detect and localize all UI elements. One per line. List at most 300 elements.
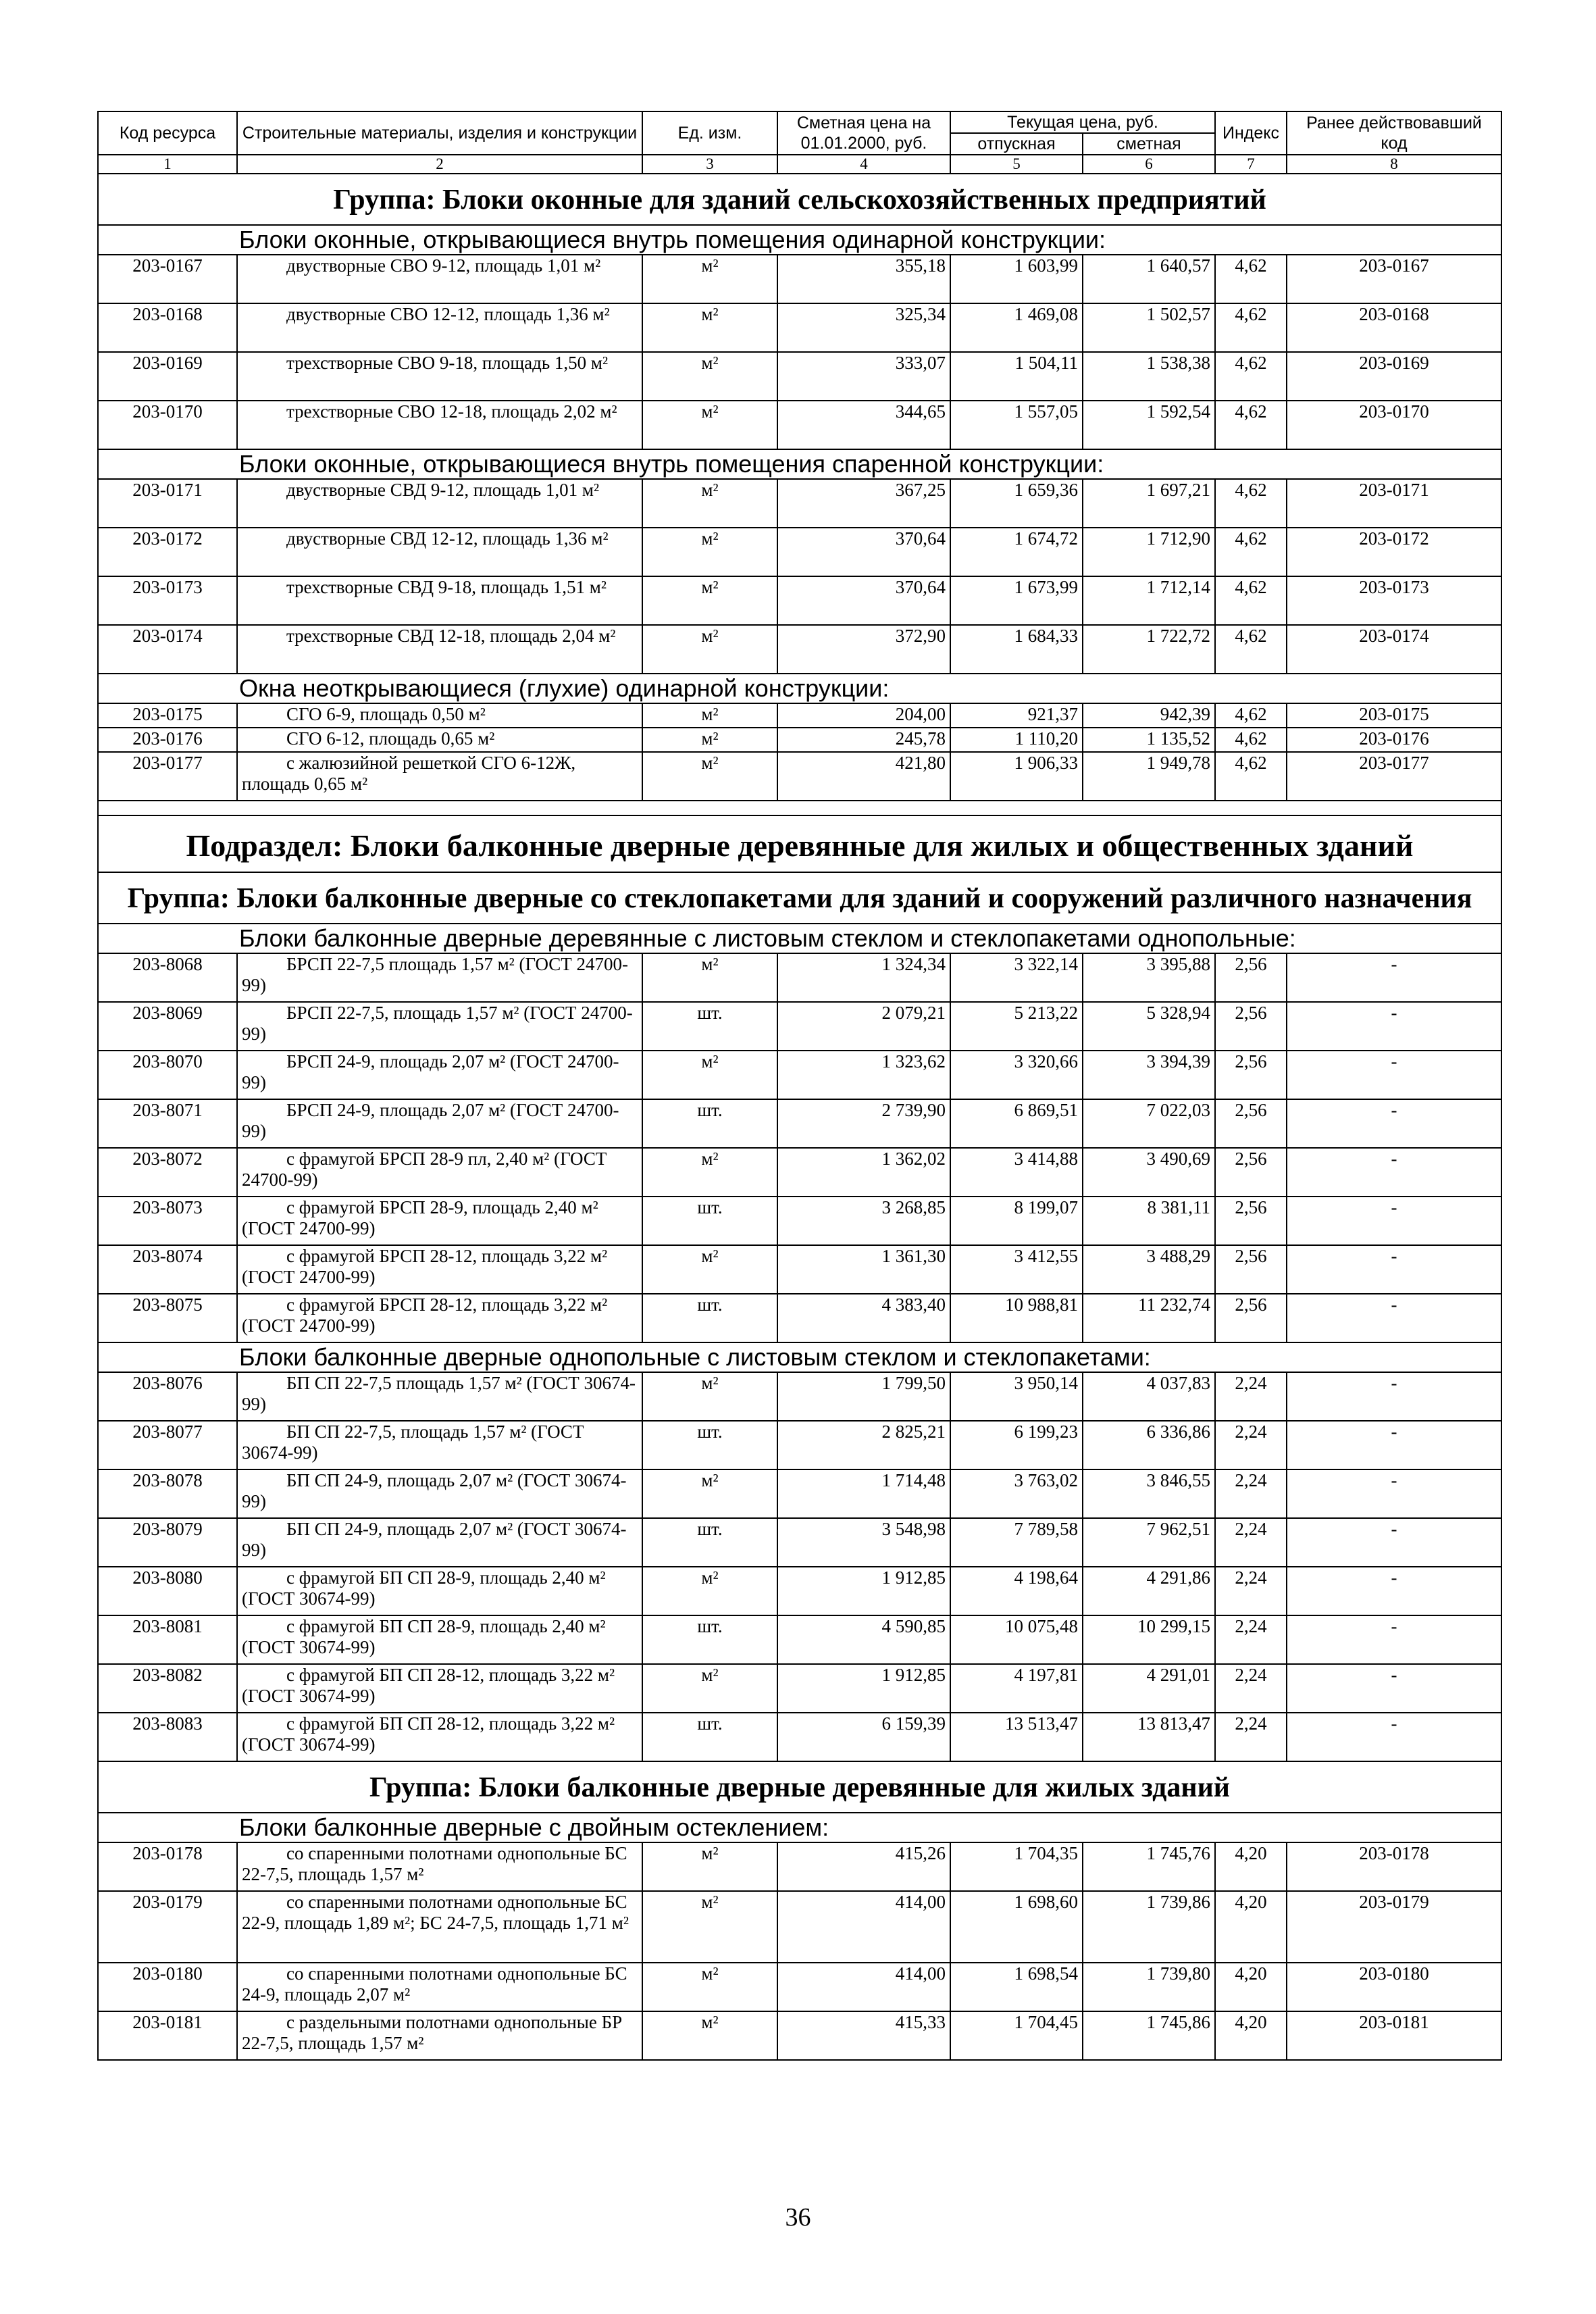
- index-value: 2,56: [1215, 1148, 1287, 1197]
- material-description: [237, 352, 642, 401]
- previous-code: 203-0169: [1287, 352, 1501, 401]
- column-number: 6: [1083, 155, 1215, 174]
- resource-code: 203-8070: [98, 1051, 237, 1099]
- base-price: 355,18: [777, 255, 950, 303]
- material-description-text: двустворные СВД 9-12, площадь 1,01 м²: [286, 480, 600, 500]
- estimate-price: 4 291,01: [1083, 1664, 1215, 1713]
- base-price: 421,80: [777, 752, 950, 801]
- index-value: 2,56: [1215, 1051, 1287, 1099]
- estimate-price: 1 739,86: [1083, 1891, 1215, 1963]
- resource-code: 203-0181: [98, 2011, 237, 2060]
- index-value: 4,62: [1215, 303, 1287, 352]
- column-number: 7: [1215, 155, 1287, 174]
- category-heading-row: [98, 674, 1501, 703]
- header-base-price: Сметная цена на 01.01.2000, руб.: [777, 111, 950, 155]
- unit: м²: [642, 1372, 777, 1421]
- material-description: [237, 1421, 642, 1469]
- previous-code: 203-0172: [1287, 528, 1501, 576]
- base-price: 1 323,62: [777, 1051, 950, 1099]
- material-description-text: двустворные СВО 12-12, площадь 1,36 м²: [286, 304, 610, 324]
- index-value: 2,24: [1215, 1518, 1287, 1567]
- base-price: 3 548,98: [777, 1518, 950, 1567]
- material-description: [237, 255, 642, 303]
- material-description: [237, 1372, 642, 1421]
- estimate-price: 1 538,38: [1083, 352, 1215, 401]
- material-description-text: БРСП 22-7,5, площадь 1,57 м² (ГОСТ 24700-99): [242, 1003, 633, 1044]
- previous-code: -: [1287, 1713, 1501, 1761]
- category-heading: Блоки оконные, открывающиеся внутрь помещения одинарной конструкции:: [98, 225, 1501, 255]
- release-price: 1 469,08: [950, 303, 1083, 352]
- category-heading-row: [98, 449, 1501, 479]
- resource-code: 203-8074: [98, 1245, 237, 1294]
- subsection-heading-row: [98, 815, 1501, 872]
- previous-code: 203-0171: [1287, 479, 1501, 528]
- estimate-price: 1 745,86: [1083, 2011, 1215, 2060]
- base-price: 370,64: [777, 528, 950, 576]
- index-value: 4,62: [1215, 625, 1287, 674]
- header-previous-code: Ранее действовавший код: [1287, 111, 1501, 155]
- index-value: 2,24: [1215, 1567, 1287, 1615]
- estimate-price: 13 813,47: [1083, 1713, 1215, 1761]
- column-number: 5: [950, 155, 1083, 174]
- material-description: [237, 1051, 642, 1099]
- subsection-heading: Подраздел: Блоки балконные дверные деревянные для жилых и общественных зданий: [98, 815, 1501, 872]
- index-value: 4,62: [1215, 728, 1287, 752]
- release-price: 6 199,23: [950, 1421, 1083, 1469]
- unit: шт.: [642, 1294, 777, 1342]
- base-price: 367,25: [777, 479, 950, 528]
- release-price: 4 197,81: [950, 1664, 1083, 1713]
- release-price: 4 198,64: [950, 1567, 1083, 1615]
- release-price: 13 513,47: [950, 1713, 1083, 1761]
- previous-code: 203-0176: [1287, 728, 1501, 752]
- resource-code: 203-0173: [98, 576, 237, 625]
- header-column-numbers: [98, 155, 1501, 174]
- release-price: 3 950,14: [950, 1372, 1083, 1421]
- unit: шт.: [642, 1713, 777, 1761]
- material-description-text: с раздельными полотнами однопольные БР 22-7,5, площадь 1,57 м²: [242, 2012, 623, 2053]
- estimate-price: 8 381,11: [1083, 1197, 1215, 1245]
- material-description: [237, 953, 642, 1002]
- index-value: 4,62: [1215, 576, 1287, 625]
- index-value: 4,62: [1215, 752, 1287, 801]
- base-price: 4 590,85: [777, 1615, 950, 1664]
- resource-code: 203-0167: [98, 255, 237, 303]
- release-price: 8 199,07: [950, 1197, 1083, 1245]
- material-description-text: трехстворные СВД 12-18, площадь 2,04 м²: [286, 626, 616, 646]
- estimate-price: 1 745,76: [1083, 1842, 1215, 1891]
- price-table: [97, 111, 1502, 2061]
- table-row: [98, 1245, 1501, 1294]
- base-price: 1 912,85: [777, 1567, 950, 1615]
- index-value: 2,56: [1215, 1197, 1287, 1245]
- category-heading-row: [98, 225, 1501, 255]
- material-description: [237, 528, 642, 576]
- table-row: [98, 303, 1501, 352]
- estimate-price: 1 135,52: [1083, 728, 1215, 752]
- index-value: 2,56: [1215, 1245, 1287, 1294]
- table-body: [98, 174, 1501, 2060]
- material-description: [237, 1002, 642, 1051]
- material-description-text: двустворные СВО 9-12, площадь 1,01 м²: [286, 255, 601, 276]
- table-row: [98, 1099, 1501, 1148]
- price-table-sheet: [97, 111, 1501, 2061]
- base-price: 3 268,85: [777, 1197, 950, 1245]
- material-description-text: БП СП 24-9, площадь 2,07 м² (ГОСТ 30674-99): [242, 1470, 627, 1511]
- release-price: 5 213,22: [950, 1002, 1083, 1051]
- unit: шт.: [642, 1197, 777, 1245]
- base-price: 415,26: [777, 1842, 950, 1891]
- material-description: [237, 1615, 642, 1664]
- table-row: [98, 1469, 1501, 1518]
- unit: м²: [642, 401, 777, 449]
- resource-code: 203-8083: [98, 1713, 237, 1761]
- estimate-price: 7 962,51: [1083, 1518, 1215, 1567]
- release-price: 3 322,14: [950, 953, 1083, 1002]
- column-number: 4: [777, 155, 950, 174]
- column-number: 3: [642, 155, 777, 174]
- resource-code: 203-8077: [98, 1421, 237, 1469]
- material-description: [237, 728, 642, 752]
- material-description-text: с фрамугой БП СП 28-12, площадь 3,22 м² (ГОСТ 30674-99): [242, 1665, 615, 1706]
- resource-code: 203-0178: [98, 1842, 237, 1891]
- material-description-text: БРСП 24-9, площадь 2,07 м² (ГОСТ 24700-99): [242, 1100, 619, 1141]
- resource-code: 203-8071: [98, 1099, 237, 1148]
- base-price: 372,90: [777, 625, 950, 674]
- material-description: [237, 1842, 642, 1891]
- index-value: 4,62: [1215, 528, 1287, 576]
- base-price: 414,00: [777, 1963, 950, 2011]
- resource-code: 203-0168: [98, 303, 237, 352]
- resource-code: 203-0179: [98, 1891, 237, 1963]
- unit: м²: [642, 1245, 777, 1294]
- material-description-text: со спаренными полотнами однопольные БС 22-9, площадь 1,89 м²; БС 24-7,5, площадь 1,71 м²: [242, 1892, 629, 1933]
- release-price: 921,37: [950, 703, 1083, 728]
- previous-code: -: [1287, 1294, 1501, 1342]
- resource-code: 203-8068: [98, 953, 237, 1002]
- estimate-price: 1 640,57: [1083, 255, 1215, 303]
- category-heading: Блоки оконные, открывающиеся внутрь помещения спаренной конструкции:: [98, 449, 1501, 479]
- column-number: 2: [237, 155, 642, 174]
- release-price: 1 673,99: [950, 576, 1083, 625]
- base-price: 415,33: [777, 2011, 950, 2060]
- material-description: [237, 1294, 642, 1342]
- previous-code: -: [1287, 1567, 1501, 1615]
- table-row: [98, 1518, 1501, 1567]
- material-description: [237, 1567, 642, 1615]
- previous-code: 203-0173: [1287, 576, 1501, 625]
- category-heading: Блоки балконные дверные деревянные с листовым стеклом и стеклопакетами однопольные:: [98, 924, 1501, 953]
- table-row: [98, 752, 1501, 801]
- previous-code: 203-0175: [1287, 703, 1501, 728]
- group-heading-row: [98, 174, 1501, 225]
- estimate-price: 3 488,29: [1083, 1245, 1215, 1294]
- resource-code: 203-0169: [98, 352, 237, 401]
- unit: м²: [642, 576, 777, 625]
- resource-code: 203-8076: [98, 1372, 237, 1421]
- unit: м²: [642, 1469, 777, 1518]
- estimate-price: 1 592,54: [1083, 401, 1215, 449]
- table-header: [98, 111, 1501, 174]
- index-value: 2,24: [1215, 1664, 1287, 1713]
- header-index: Индекс: [1215, 111, 1287, 155]
- material-description-text: трехстворные СВО 9-18, площадь 1,50 м²: [286, 353, 609, 373]
- resource-code: 203-0180: [98, 1963, 237, 2011]
- resource-code: 203-0177: [98, 752, 237, 801]
- estimate-price: 1 697,21: [1083, 479, 1215, 528]
- material-description-text: с фрамугой БРСП 28-9 пл, 2,40 м² (ГОСТ 24700-99): [242, 1149, 607, 1190]
- group-heading: Группа: Блоки оконные для зданий сельскохозяйственных предприятий: [98, 174, 1501, 225]
- index-value: 2,24: [1215, 1372, 1287, 1421]
- material-description: [237, 752, 642, 801]
- table-row: [98, 1713, 1501, 1761]
- table-row: [98, 1615, 1501, 1664]
- index-value: 4,20: [1215, 1891, 1287, 1963]
- table-row: [98, 2011, 1501, 2060]
- unit: м²: [642, 752, 777, 801]
- material-description: [237, 1518, 642, 1567]
- material-description: [237, 2011, 642, 2060]
- material-description-text: БП СП 24-9, площадь 2,07 м² (ГОСТ 30674-99): [242, 1519, 627, 1560]
- base-price: 1 361,30: [777, 1245, 950, 1294]
- index-value: 4,20: [1215, 2011, 1287, 2060]
- release-price: 1 906,33: [950, 752, 1083, 801]
- base-price: 325,34: [777, 303, 950, 352]
- index-value: 2,24: [1215, 1469, 1287, 1518]
- index-value: 4,62: [1215, 255, 1287, 303]
- material-description: [237, 1245, 642, 1294]
- estimate-price: 5 328,94: [1083, 1002, 1215, 1051]
- material-description: [237, 303, 642, 352]
- material-description: [237, 1664, 642, 1713]
- previous-code: -: [1287, 1469, 1501, 1518]
- resource-code: 203-8069: [98, 1002, 237, 1051]
- resource-code: 203-8081: [98, 1615, 237, 1664]
- column-number: 1: [98, 155, 237, 174]
- table-row: [98, 1421, 1501, 1469]
- index-value: 4,62: [1215, 703, 1287, 728]
- release-price: 3 763,02: [950, 1469, 1083, 1518]
- estimate-price: 11 232,74: [1083, 1294, 1215, 1342]
- release-price: 1 110,20: [950, 728, 1083, 752]
- release-price: 1 704,45: [950, 2011, 1083, 2060]
- unit: м²: [642, 528, 777, 576]
- material-description: [237, 1891, 642, 1963]
- base-price: 414,00: [777, 1891, 950, 1963]
- base-price: 204,00: [777, 703, 950, 728]
- index-value: 4,62: [1215, 401, 1287, 449]
- material-description-text: БП СП 22-7,5 площадь 1,57 м² (ГОСТ 30674-99): [242, 1373, 636, 1414]
- table-row: [98, 255, 1501, 303]
- previous-code: -: [1287, 1099, 1501, 1148]
- base-price: 1 324,34: [777, 953, 950, 1002]
- index-value: 2,56: [1215, 1002, 1287, 1051]
- header-resource-code: Код ресурса: [98, 111, 237, 155]
- index-value: 4,62: [1215, 479, 1287, 528]
- material-description: [237, 576, 642, 625]
- previous-code: -: [1287, 1051, 1501, 1099]
- estimate-price: 3 394,39: [1083, 1051, 1215, 1099]
- resource-code: 203-0176: [98, 728, 237, 752]
- estimate-price: 6 336,86: [1083, 1421, 1215, 1469]
- spacer-row: [98, 801, 1501, 815]
- previous-code: -: [1287, 1372, 1501, 1421]
- material-description-text: с фрамугой БРСП 28-12, площадь 3,22 м² (ГОСТ 24700-99): [242, 1246, 608, 1287]
- material-description-text: со спаренными полотнами однопольные БС 24-9, площадь 2,07 м²: [242, 1963, 627, 2005]
- resource-code: 203-8073: [98, 1197, 237, 1245]
- resource-code: 203-0170: [98, 401, 237, 449]
- release-price: 3 414,88: [950, 1148, 1083, 1197]
- previous-code: -: [1287, 1664, 1501, 1713]
- release-price: 6 869,51: [950, 1099, 1083, 1148]
- material-description: [237, 1197, 642, 1245]
- release-price: 7 789,58: [950, 1518, 1083, 1567]
- table-row: [98, 1051, 1501, 1099]
- table-row: [98, 1294, 1501, 1342]
- material-description-text: с фрамугой БП СП 28-12, площадь 3,22 м² (ГОСТ 30674-99): [242, 1713, 615, 1755]
- previous-code: -: [1287, 1421, 1501, 1469]
- unit: м²: [642, 479, 777, 528]
- header-unit: Ед. изм.: [642, 111, 777, 155]
- category-heading: Блоки балконные дверные однопольные с листовым стеклом и стеклопакетами:: [98, 1342, 1501, 1372]
- base-price: 1 714,48: [777, 1469, 950, 1518]
- column-number: 8: [1287, 155, 1501, 174]
- release-price: 3 320,66: [950, 1051, 1083, 1099]
- index-value: 4,20: [1215, 1842, 1287, 1891]
- header-materials: Строительные материалы, изделия и конструкции: [237, 111, 642, 155]
- index-value: 2,56: [1215, 1099, 1287, 1148]
- table-row: [98, 953, 1501, 1002]
- material-description-text: трехстворные СВО 12-18, площадь 2,02 м²: [286, 401, 617, 422]
- previous-code: 203-0177: [1287, 752, 1501, 801]
- material-description: [237, 625, 642, 674]
- estimate-price: 3 846,55: [1083, 1469, 1215, 1518]
- base-price: 2 739,90: [777, 1099, 950, 1148]
- material-description: [237, 1713, 642, 1761]
- base-price: 344,65: [777, 401, 950, 449]
- previous-code: 203-0180: [1287, 1963, 1501, 2011]
- table-row: [98, 728, 1501, 752]
- estimate-price: 3 490,69: [1083, 1148, 1215, 1197]
- release-price: 1 698,60: [950, 1891, 1083, 1963]
- table-row: [98, 401, 1501, 449]
- unit: м²: [642, 625, 777, 674]
- unit: м²: [642, 953, 777, 1002]
- group-heading-row: [98, 1761, 1501, 1813]
- previous-code: -: [1287, 1197, 1501, 1245]
- base-price: 245,78: [777, 728, 950, 752]
- unit: м²: [642, 352, 777, 401]
- material-description-text: БРСП 24-9, площадь 2,07 м² (ГОСТ 24700-99): [242, 1051, 619, 1092]
- header-release-price: отпускная: [950, 133, 1083, 155]
- base-price: 1 799,50: [777, 1372, 950, 1421]
- estimate-price: 1 949,78: [1083, 752, 1215, 801]
- table-row: [98, 1372, 1501, 1421]
- index-value: 2,56: [1215, 953, 1287, 1002]
- material-description-text: со спаренными полотнами однопольные БС 22-7,5, площадь 1,57 м²: [242, 1843, 627, 1884]
- table-row: [98, 1567, 1501, 1615]
- category-heading: Окна неоткрывающиеся (глухие) одинарной конструкции:: [98, 674, 1501, 703]
- resource-code: 203-8082: [98, 1664, 237, 1713]
- group-heading-row: [98, 872, 1501, 924]
- index-value: 2,24: [1215, 1615, 1287, 1664]
- release-price: 10 075,48: [950, 1615, 1083, 1664]
- index-value: 4,20: [1215, 1963, 1287, 2011]
- table-row: [98, 528, 1501, 576]
- unit: м²: [642, 1051, 777, 1099]
- release-price: 1 674,72: [950, 528, 1083, 576]
- estimate-price: 1 712,14: [1083, 576, 1215, 625]
- release-price: 1 684,33: [950, 625, 1083, 674]
- resource-code: 203-8079: [98, 1518, 237, 1567]
- unit: м²: [642, 1963, 777, 2011]
- previous-code: 203-0168: [1287, 303, 1501, 352]
- index-value: 2,56: [1215, 1294, 1287, 1342]
- release-price: 1 504,11: [950, 352, 1083, 401]
- table-row: [98, 576, 1501, 625]
- previous-code: 203-0167: [1287, 255, 1501, 303]
- material-description: [237, 1099, 642, 1148]
- index-value: 4,62: [1215, 352, 1287, 401]
- table-row: [98, 1002, 1501, 1051]
- previous-code: 203-0181: [1287, 2011, 1501, 2060]
- previous-code: -: [1287, 953, 1501, 1002]
- estimate-price: 1 712,90: [1083, 528, 1215, 576]
- unit: м²: [642, 255, 777, 303]
- base-price: 2 825,21: [777, 1421, 950, 1469]
- category-heading-row: [98, 1813, 1501, 1842]
- page-number: 36: [785, 2203, 811, 2232]
- resource-code: 203-8075: [98, 1294, 237, 1342]
- material-description-text: с фрамугой БП СП 28-9, площадь 2,40 м² (ГОСТ 30674-99): [242, 1567, 606, 1609]
- unit: шт.: [642, 1518, 777, 1567]
- material-description: [237, 703, 642, 728]
- unit: м²: [642, 1148, 777, 1197]
- unit: м²: [642, 2011, 777, 2060]
- previous-code: -: [1287, 1002, 1501, 1051]
- material-description-text: с фрамугой БП СП 28-9, площадь 2,40 м² (ГОСТ 30674-99): [242, 1616, 606, 1657]
- material-description: [237, 479, 642, 528]
- release-price: 1 704,35: [950, 1842, 1083, 1891]
- material-description-text: БП СП 22-7,5, площадь 1,57 м² (ГОСТ 30674-99): [242, 1422, 584, 1463]
- previous-code: 203-0179: [1287, 1891, 1501, 1963]
- category-heading-row: [98, 1342, 1501, 1372]
- unit: м²: [642, 1664, 777, 1713]
- estimate-price: 4 291,86: [1083, 1567, 1215, 1615]
- resource-code: 203-0175: [98, 703, 237, 728]
- unit: шт.: [642, 1002, 777, 1051]
- unit: м²: [642, 703, 777, 728]
- table-row: [98, 1197, 1501, 1245]
- table-row: [98, 703, 1501, 728]
- resource-code: 203-0174: [98, 625, 237, 674]
- table-row: [98, 625, 1501, 674]
- base-price: 6 159,39: [777, 1713, 950, 1761]
- table-row: [98, 352, 1501, 401]
- table-row: [98, 1664, 1501, 1713]
- estimate-price: 4 037,83: [1083, 1372, 1215, 1421]
- estimate-price: 10 299,15: [1083, 1615, 1215, 1664]
- category-heading-row: [98, 924, 1501, 953]
- previous-code: 203-0170: [1287, 401, 1501, 449]
- unit: шт.: [642, 1099, 777, 1148]
- previous-code: -: [1287, 1615, 1501, 1664]
- material-description-text: СГО 6-9, площадь 0,50 м²: [286, 704, 486, 724]
- release-price: 1 603,99: [950, 255, 1083, 303]
- base-price: 1 362,02: [777, 1148, 950, 1197]
- material-description-text: трехстворные СВД 9-18, площадь 1,51 м²: [286, 577, 607, 597]
- unit: шт.: [642, 1421, 777, 1469]
